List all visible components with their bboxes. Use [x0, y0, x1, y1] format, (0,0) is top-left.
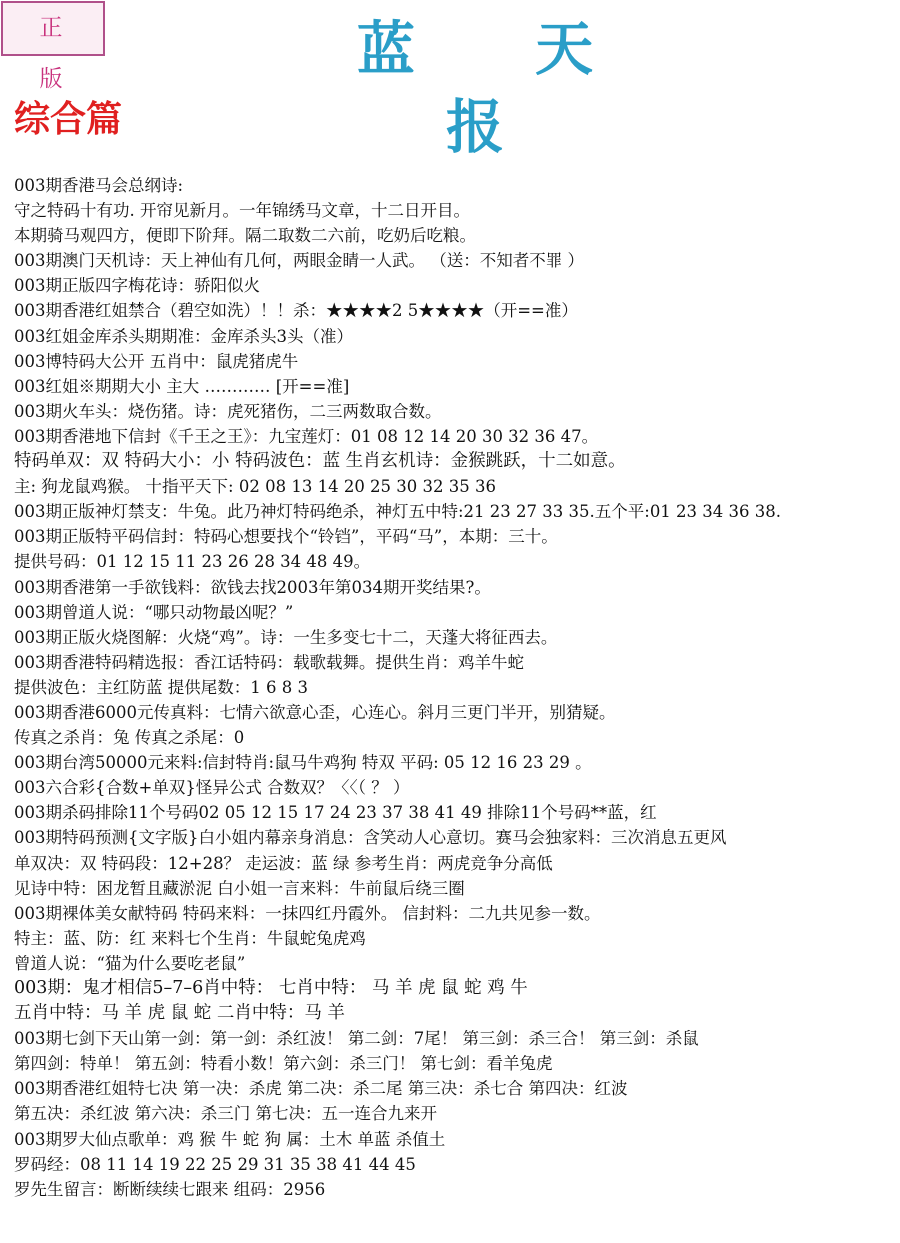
text-line: 003期裸体美女献特码 特码来料：一抹四红丹霞外。 信封料：二九共见参一数。 [14, 903, 601, 923]
text-line: 五肖中特：马 羊 虎 鼠 蛇 二肖中特：马 羊 [14, 1003, 345, 1024]
text-line: 主: 狗龙鼠鸡猴。 十指平天下: 02 08 13 14 20 25 30 32 35 36 [14, 477, 497, 497]
text-line: 提供波色：主红防蓝 提供尾数：1 6 8 3 [14, 677, 308, 697]
text-line: 003期正版火烧图解：火烧“鸡”。诗：一生多变七十二，天蓬大将征西去。 [14, 627, 558, 647]
text-line: 003红姐※期期大小 主大 ………… [开==准] [14, 376, 350, 396]
text-line: 003期香港特码精选报：香江话特码：载歌载舞。提供生肖：鸡羊牛蛇 [14, 652, 524, 672]
text-line: 003期火车头：烧伤猪。诗：虎死猪伤，二三两数取合数。 [14, 401, 442, 421]
text-line: 003博特码大公开 五肖中：鼠虎猪虎牛 [14, 351, 299, 371]
text-line: 003期正版神灯禁支：牛兔。此乃神灯特码绝杀，神灯五中特:21 23 27 33 35.五个平:01 23 34 36 38. [14, 502, 782, 522]
text-line: 见诗中特：困龙暂且藏淤泥 白小姐一言来料：牛前鼠后绕三圈 [14, 878, 465, 898]
text-line: 传真之杀肖：兔 传真之杀尾：0 [14, 728, 245, 748]
text-line: 003期香港红姐禁合（碧空如洗）！！杀：★★★★2 5★★★★（开==准） [14, 301, 578, 321]
text-line: 003期正版特平码信封：特码心想要找个“铃铛”，平码“马”，本期：三十。 [14, 527, 558, 547]
text-line: 特主：蓝、防：红 来料七个生肖：牛鼠蛇兔虎鸡 [14, 928, 366, 948]
text-line: 003期香港第一手欲钱料：欲钱去找2003年第034期开奖结果?。 [14, 577, 491, 597]
section-title: 综合篇 [14, 98, 123, 140]
text-line: 003期香港地下信封《千王之王》：九宝莲灯：01 08 12 14 20 30 32 36 47。 [14, 426, 599, 446]
text-line: 提供号码：01 12 15 11 23 26 28 34 48 49。 [14, 552, 371, 572]
text-line: 003期香港6000元传真料：七情六欲意心歪，心连心。斜月三更门半开，别猜疑。 [14, 702, 616, 722]
text-line: 罗先生留言：断断续续七跟来 组码：2956 [14, 1179, 326, 1199]
text-line: 003期台湾50000元来料:信封特肖:鼠马牛鸡狗 特双 平码: 05 12 16 23 29 。 [14, 753, 592, 773]
text-line: 003期特码预测{文字版}白小姐内幕亲身消息：含笑动人心意切。赛马会独家料：三次消息五更风 [14, 828, 727, 848]
masthead-title: 蓝 天 报 [356, 15, 644, 161]
text-line: 003期杀码排除11个号码02 05 12 15 17 24 23 37 38 41 49 排除11个号码**蓝，红 [14, 803, 657, 823]
text-line: 003期正版四字梅花诗：骄阳似火 [14, 276, 260, 296]
text-line: 单双决：双 特码段：12+28？ 走运波：蓝 绿 参考生肖：两虎竞争分高低 [14, 853, 553, 873]
content-lines [14, 173, 898, 1202]
text-line: 003红姐金库杀头期期准：金库杀头3头（准） [14, 326, 353, 346]
text-line: 曾道人说：“猫为什么要吃老鼠” [14, 953, 246, 973]
text-line: 003期香港马会总纲诗: [14, 176, 184, 195]
text-line: 003期七剑下天山第一剑：第一剑：杀红波！ 第二剑：7尾！ 第三剑：杀三合！ 第三剑：杀鼠 [14, 1029, 699, 1049]
text-line: 本期骑马观四方，便即下阶拜。隔二取数二六前，吃奶后吃粮。 [14, 226, 476, 246]
text-line: 003期：鬼才相信5–7–6肖中特： 七肖中特： 马 羊 虎 鼠 蛇 鸡 牛 [14, 978, 528, 998]
text-line: 罗码经：08 11 14 19 22 25 29 31 35 38 41 44 45 [14, 1154, 416, 1174]
text-line: 003期罗大仙点歌单：鸡 猴 牛 蛇 狗 属：土木 单蓝 杀值土 [14, 1129, 446, 1149]
text-line: 003六合彩{合数+单双}怪异公式 合数双？〈〈（ ？ ） [14, 778, 410, 798]
text-line: 第四剑：特单！ 第五剑：特看小数！第六剑：杀三门！ 第七剑：看羊兔虎 [14, 1054, 553, 1074]
text-line: 003期澳门天机诗：天上神仙有几何，两眼金睛一人武。 （送：不知者不罪 ） [14, 251, 584, 271]
text-line: 003期香港红姐特七决 第一决：杀虎 第二决：杀二尾 第三决：杀七合 第四决：红波 [14, 1079, 628, 1099]
text-line: 特码单双：双 特码大小：小 特码波色：蓝 生肖玄机诗：金猴跳跃，十二如意。 [14, 451, 626, 472]
text-line: 003期曾道人说：“哪只动物最凶呢？” [14, 602, 294, 622]
text-line: 守之特码十有功. 开帘见新月。一年锦绣马文章，十二日开目。 [14, 201, 470, 221]
text-line: 第五决：杀红波 第六决：杀三门 第七决：五一连合九来开 [14, 1104, 437, 1124]
edition-badge: 正 版 [1, 1, 105, 56]
